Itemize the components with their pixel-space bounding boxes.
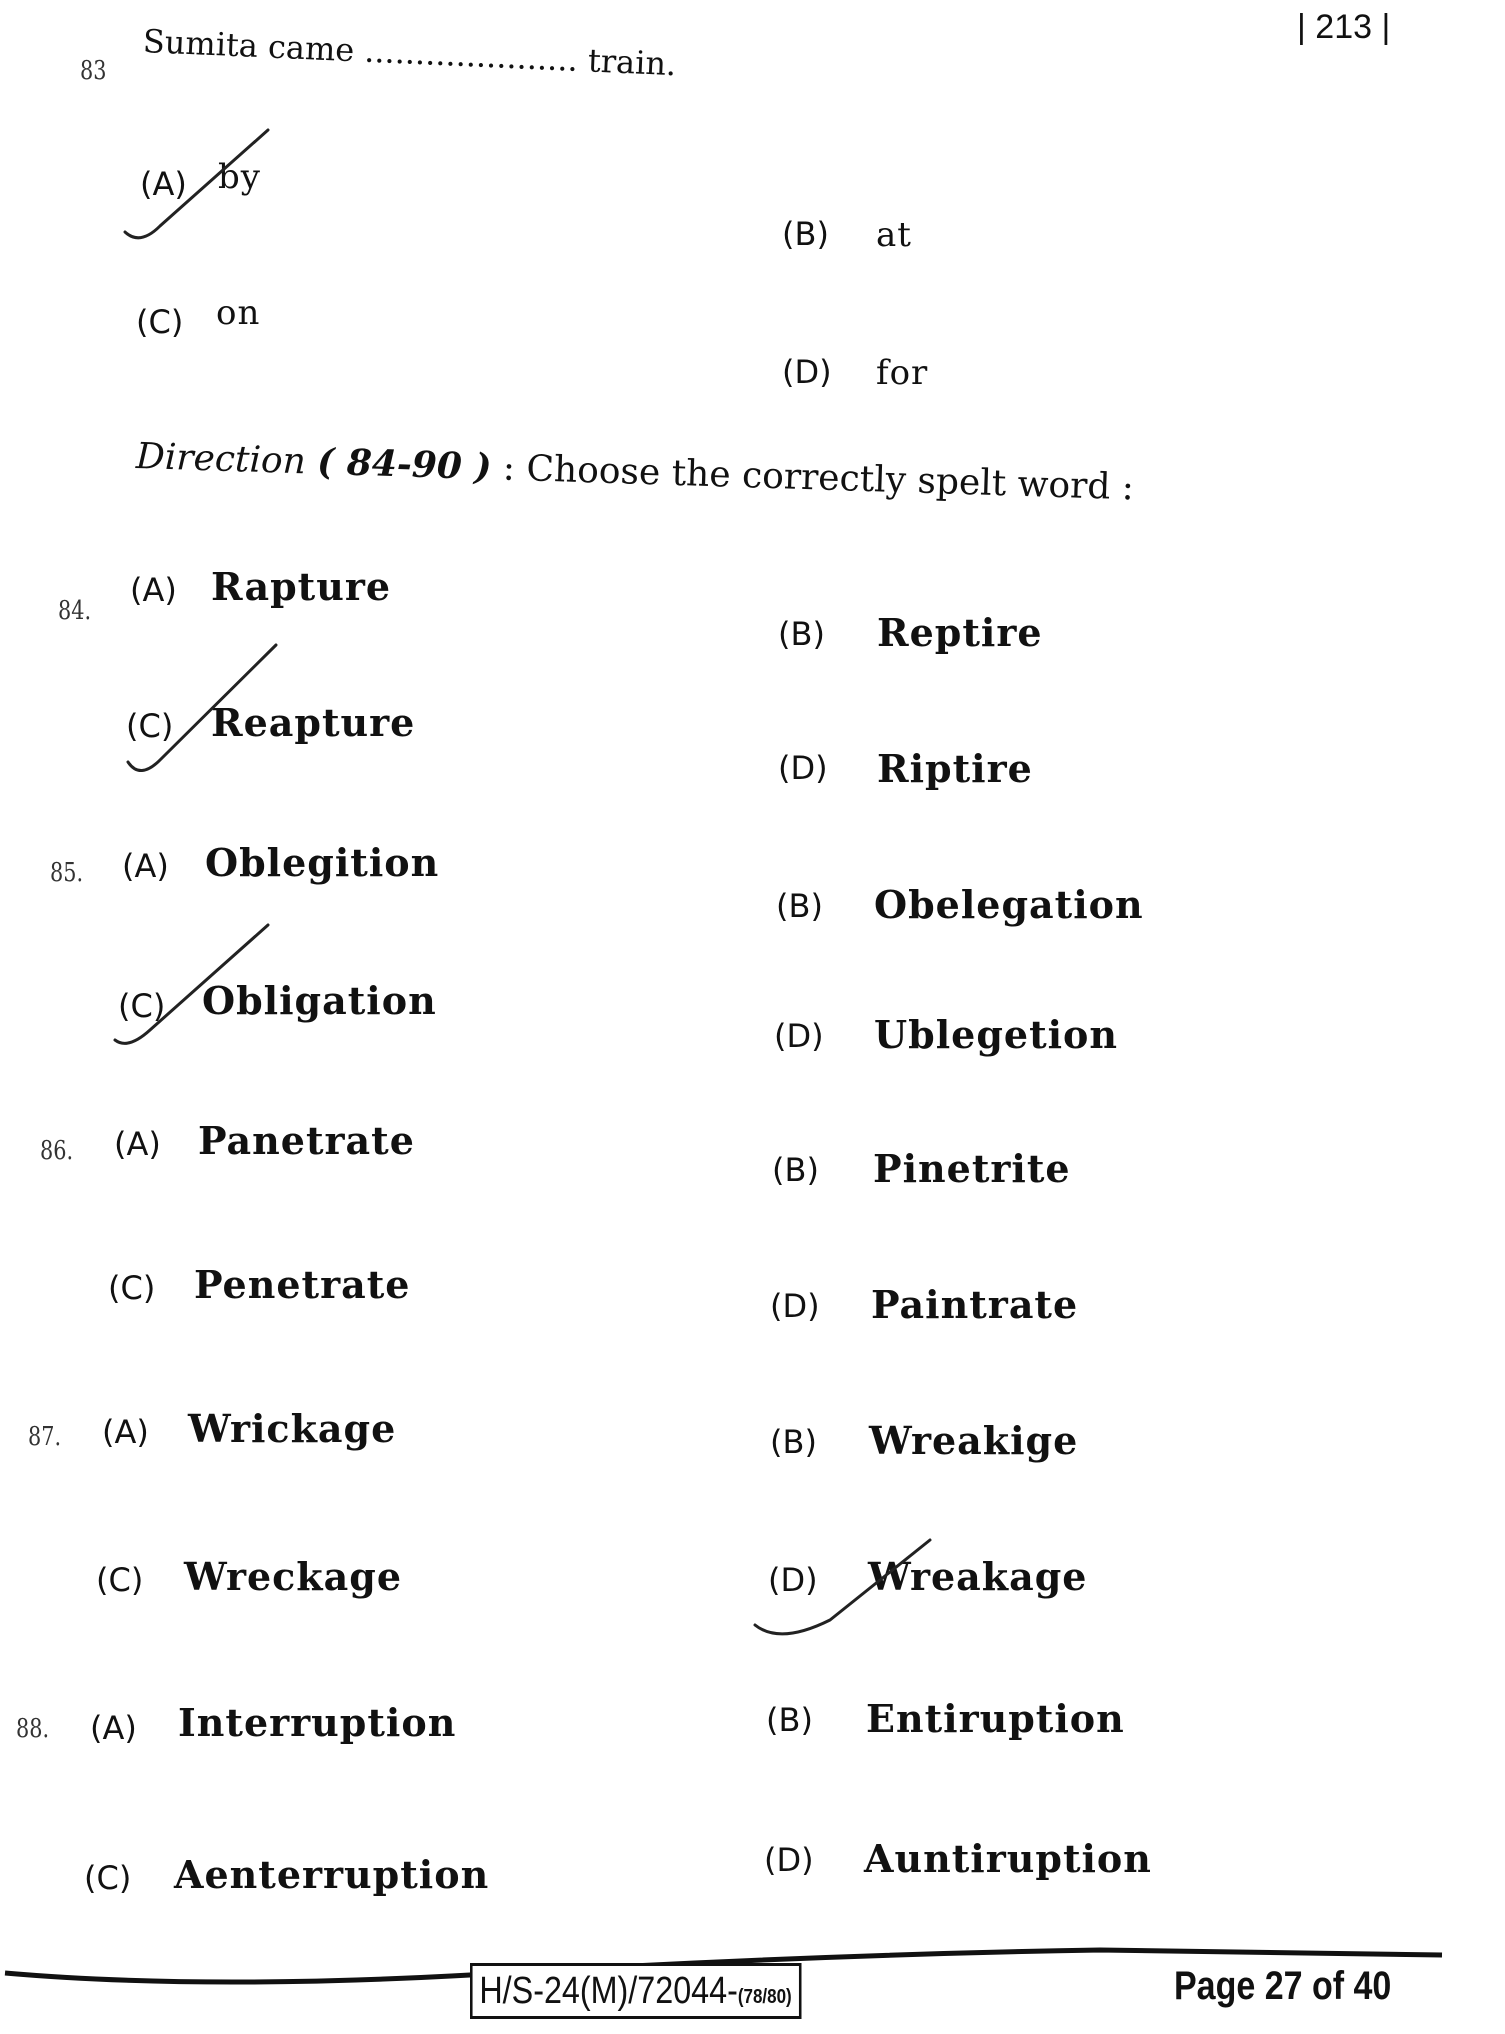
option-letter: (C) <box>84 1859 132 1897</box>
option-text: Ublegetion <box>874 1012 1119 1057</box>
option-text: Obelegation <box>874 882 1144 927</box>
option-text: Penetrate <box>194 1262 411 1307</box>
option-text: Interruption <box>178 1700 457 1745</box>
option-letter: (D) <box>764 1841 814 1879</box>
option-text: by <box>218 157 261 197</box>
option-letter: (A) <box>90 1709 137 1747</box>
option-letter: (B) <box>778 615 825 653</box>
question-number: 87. <box>28 1422 62 1452</box>
option-text: Reapture <box>211 700 416 745</box>
footer-code-suffix: (78/80) <box>737 1986 792 2008</box>
option-text: at <box>876 215 912 255</box>
question-83-stem: Sumita came ..................... train. <box>142 22 678 84</box>
option-letter: (B) <box>782 215 829 253</box>
option-text: Wreakage <box>868 1554 1088 1599</box>
option-letter: (B) <box>776 887 823 925</box>
option-letter: (D) <box>774 1017 824 1055</box>
option-text: Wreakige <box>869 1418 1079 1463</box>
option-letter: (A) <box>114 1125 161 1163</box>
option-letter: (A) <box>130 571 177 609</box>
option-text: on <box>216 293 261 333</box>
direction-heading <box>135 436 1135 509</box>
option-letter: (C) <box>96 1561 144 1599</box>
option-text: Entiruption <box>866 1696 1125 1741</box>
option-letter: (D) <box>782 353 832 391</box>
footer-page-number: Page 27 of 40 <box>1174 1964 1392 2008</box>
option-text: Auntiruption <box>864 1836 1152 1881</box>
option-text: Rapture <box>211 564 392 609</box>
page-marker: | 213 | <box>1297 8 1391 46</box>
footer-code <box>470 1963 801 2019</box>
option-letter: (D) <box>770 1287 820 1325</box>
direction-text: : Choose the correctly spelt word : <box>502 447 1135 509</box>
option-letter: (C) <box>118 987 166 1025</box>
footer-code-text: H/S-24(M)/72044- <box>479 1970 738 2012</box>
question-number: 85. <box>50 858 84 888</box>
direction-label: Direction <box>135 436 307 483</box>
option-text: Obligation <box>202 978 437 1023</box>
option-text: Aenterruption <box>174 1852 490 1897</box>
option-text: Panetrate <box>198 1118 415 1163</box>
option-letter: (D) <box>778 749 828 787</box>
option-text: for <box>876 353 929 393</box>
option-text: Wrickage <box>188 1406 397 1451</box>
option-letter: (C) <box>136 303 184 341</box>
option-letter: (C) <box>126 707 174 745</box>
option-letter: (A) <box>102 1413 149 1451</box>
question-number-83: 83 <box>80 56 107 86</box>
option-letter: (B) <box>772 1151 819 1189</box>
option-letter: (D) <box>768 1561 818 1599</box>
option-letter: (C) <box>108 1269 156 1307</box>
option-letter: (B) <box>766 1701 813 1739</box>
option-text: Riptire <box>877 746 1033 791</box>
option-letter: (A) <box>122 847 169 885</box>
direction-range: ( 84-90 ) <box>316 440 493 489</box>
option-letter: (A) <box>140 165 187 203</box>
option-text: Reptire <box>877 610 1043 655</box>
question-number: 86. <box>40 1136 74 1166</box>
option-text: Oblegition <box>205 840 440 885</box>
option-text: Wreckage <box>184 1554 403 1599</box>
question-number: 84. <box>58 596 92 626</box>
option-letter: (B) <box>770 1423 817 1461</box>
question-number: 88. <box>16 1714 50 1744</box>
option-text: Pinetrite <box>873 1146 1071 1191</box>
option-text: Paintrate <box>871 1282 1079 1327</box>
